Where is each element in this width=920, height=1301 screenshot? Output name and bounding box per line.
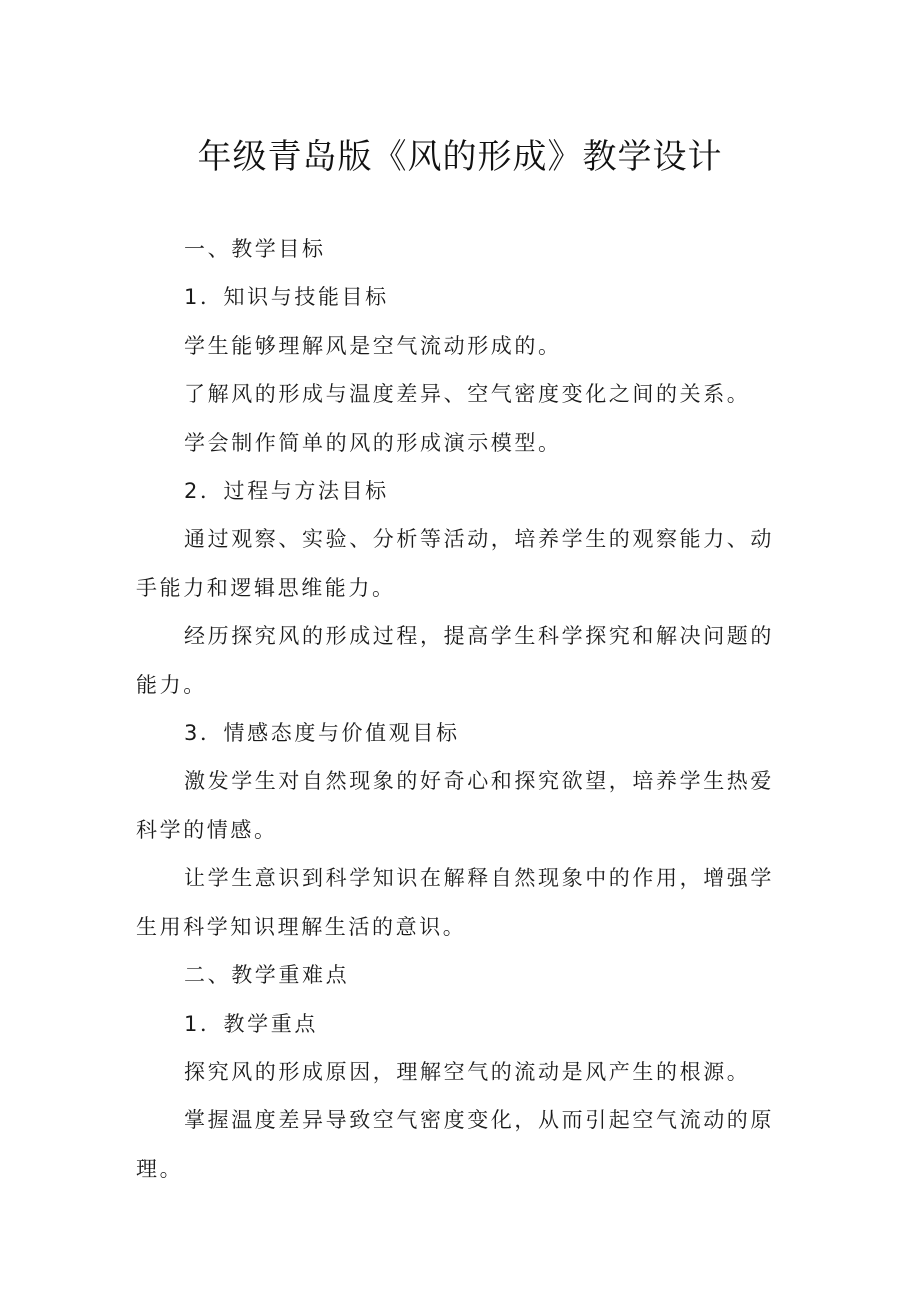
subsection-heading-attitude-values: 3．情感态度与价值观目标 (184, 721, 460, 746)
paragraph: 探究风的形成原因，理解空气的流动是风产生的根源。 (184, 1059, 751, 1084)
subsection-heading-process-methods: 2．过程与方法目标 (184, 479, 389, 504)
paragraph: 了解风的形成与温度差异、空气密度变化之间的关系。 (184, 382, 751, 407)
paragraph: 通过观察、实验、分析等活动，培养学生的观察能力、动手能力和逻辑思维能力。 (136, 527, 774, 600)
paragraph: 掌握温度差异导致空气密度变化，从而引起空气流动的原理。 (136, 1108, 774, 1181)
paragraph: 学生能够理解风是空气流动形成的。 (184, 333, 562, 358)
document-body (136, 225, 796, 1193)
section-heading-teaching-goals: 一、教学目标 (184, 237, 326, 261)
paragraph: 让学生意识到科学知识在解释自然现象中的作用，增强学生用科学知识理解生活的意识。 (136, 866, 774, 939)
subsection-heading-knowledge-skills: 1．知识与技能目标 (184, 285, 389, 310)
document-title: 年级青岛版《风的形成》教学设计 (197, 137, 723, 177)
paragraph: 学会制作简单的风的形成演示模型。 (184, 430, 562, 455)
paragraph: 激发学生对自然现象的好奇心和探究欲望，培养学生热爱科学的情感。 (136, 769, 774, 842)
subsection-heading-key-points: 1．教学重点 (184, 1011, 318, 1036)
paragraph: 经历探究风的形成过程，提高学生科学探究和解决问题的能力。 (136, 624, 774, 697)
section-heading-key-difficult-points: 二、教学重难点 (184, 963, 350, 988)
